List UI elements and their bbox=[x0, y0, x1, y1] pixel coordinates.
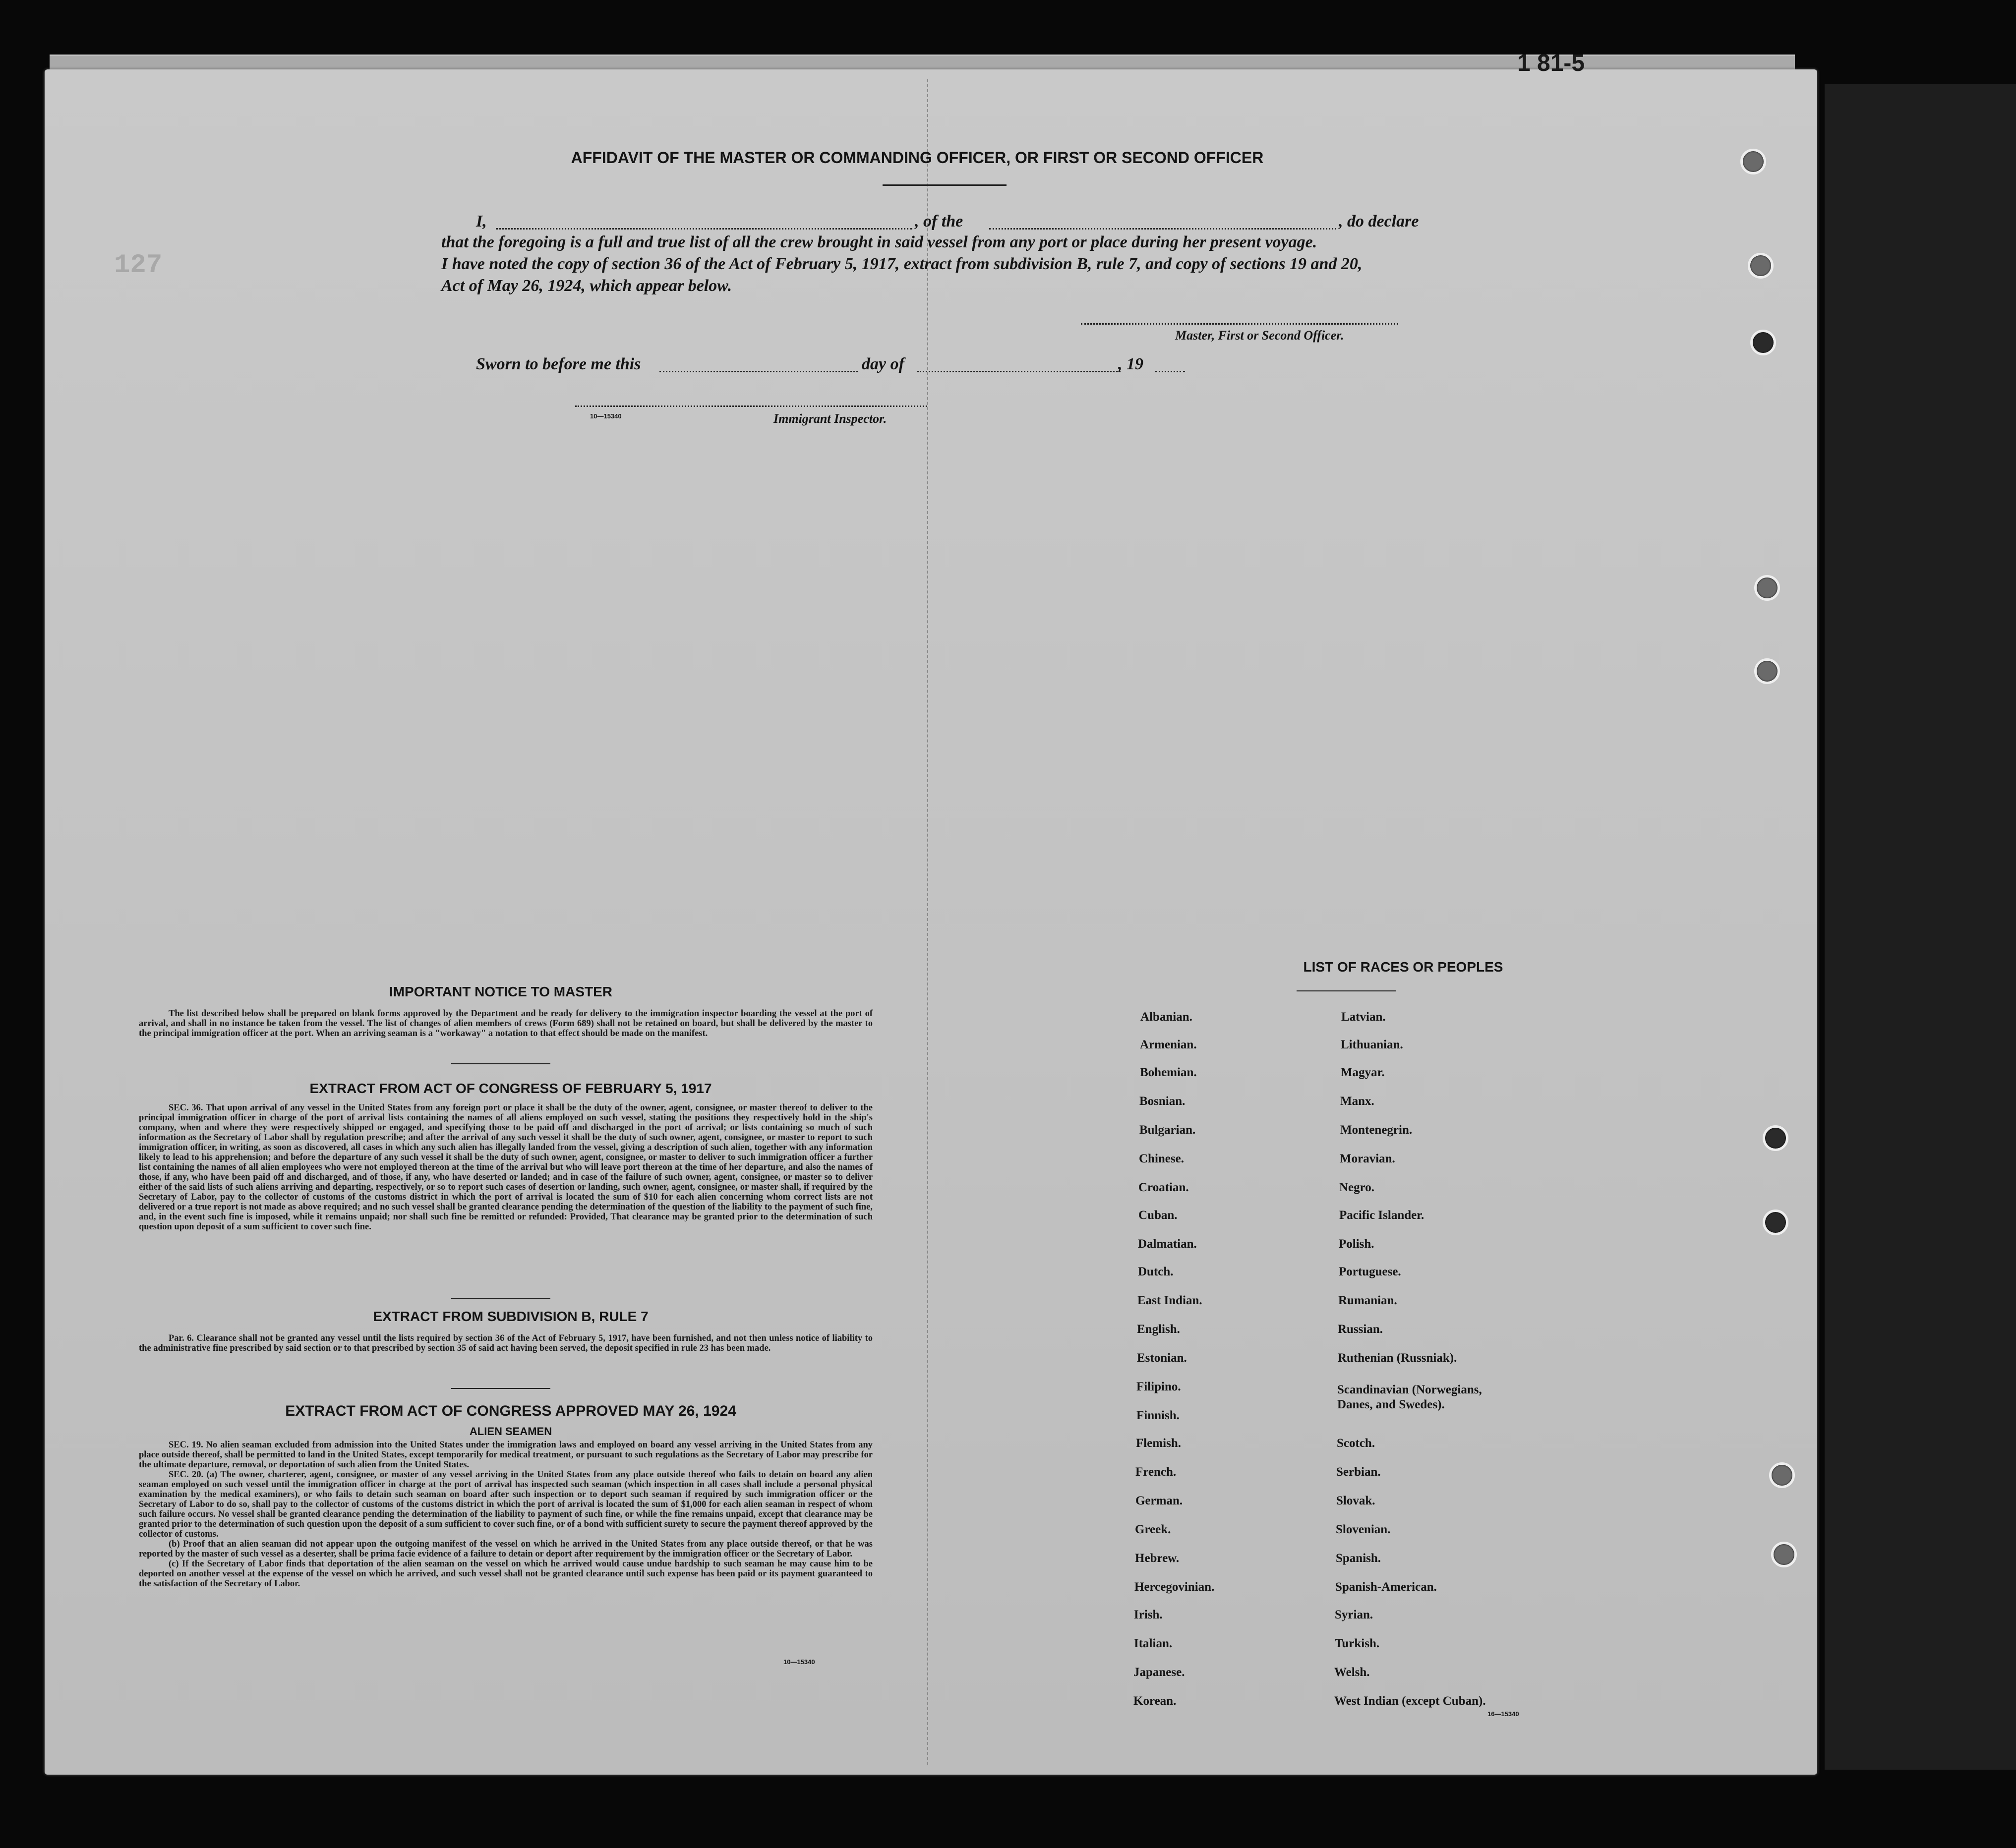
race-item: Russian. bbox=[1338, 1323, 1383, 1336]
page-number: 127 bbox=[114, 250, 163, 281]
races-title-underline bbox=[1297, 990, 1396, 991]
sec-20c-text: (c) If the Secretary of Labor finds that deportation of the alien seaman on the vessel on which he arrived would cause undue hardship to such seaman he may cause him to be deported on another vessel at the expense of the vessel on which he arrived, and such vessel shall not be granted clearance until such expense has been paid or its payment guaranteed to the satisfaction of the Secretary of Labor. bbox=[139, 1559, 873, 1589]
race-item: Ruthenian (Russniak). bbox=[1338, 1351, 1457, 1365]
race-item: East Indian. bbox=[1137, 1294, 1202, 1307]
race-item: Flemish. bbox=[1136, 1437, 1181, 1450]
vessel-blank-line bbox=[989, 228, 1336, 230]
race-item: Spanish. bbox=[1336, 1552, 1381, 1565]
race-item: Syrian. bbox=[1335, 1608, 1373, 1621]
name-blank-line bbox=[496, 228, 912, 230]
dark-background-panel bbox=[1825, 84, 2016, 1770]
binder-hole-icon bbox=[1754, 575, 1780, 601]
affidavit-line-4: Act of May 26, 1924, which appear below. bbox=[441, 277, 732, 295]
race-item: Bulgarian. bbox=[1139, 1123, 1196, 1137]
notice-title: IMPORTANT NOTICE TO MASTER bbox=[389, 984, 613, 999]
alien-seamen-subtitle: ALIEN SEAMEN bbox=[469, 1425, 552, 1438]
notice-text: The list described below shall be prepared on blank forms approved by the Department and be ready for delivery to the immigration inspector boarding the vessel at the port of arrival, and shall in no instance be taken from the vessel. The list of changes of alien members of crews (Form 689) shall not be retained on board, but shall be delivered by the master to the principal immigration officer at the port. When an arriving seaman is a "workaway" a notation to that effect should be made on the manifest. bbox=[139, 1009, 873, 1039]
sworn-day-of: day of bbox=[862, 355, 904, 373]
race-item: Japanese. bbox=[1133, 1666, 1185, 1679]
binder-hole-icon bbox=[1754, 658, 1780, 684]
extract-form-code: 10—15340 bbox=[783, 1658, 815, 1666]
race-item: Armenian. bbox=[1140, 1038, 1197, 1051]
section-divider bbox=[451, 1298, 550, 1299]
race-item: Turkish. bbox=[1335, 1637, 1380, 1650]
affidavit-line-3: I have noted the copy of section 36 of the Act of February 5, 1917, extract from subdivision B, rule 7, and copy of sections 19 and 20, bbox=[441, 255, 1363, 273]
sec-20b-text: (b) Proof that an alien seaman did not appear upon the outgoing manifest of the vessel on which he arrived in the United States from any place outside thereof, or that he was reported by the master of such vessel as a deserter, shall be prima facie evidence of a failure to detain or deport after requirement by the immigration officer or the Secretary of Labor. bbox=[139, 1539, 873, 1559]
race-item: Lithuanian. bbox=[1341, 1038, 1403, 1051]
race-item: Scandinavian (Norwegians, bbox=[1337, 1383, 1482, 1396]
race-item: Negro. bbox=[1339, 1181, 1375, 1194]
section-divider bbox=[451, 1388, 550, 1389]
sworn-prefix: Sworn to before me this bbox=[476, 355, 641, 373]
extract-1924-title: EXTRACT FROM ACT OF CONGRESS APPROVED MAY 26, 1924 bbox=[285, 1403, 736, 1419]
title-underline bbox=[883, 184, 1007, 186]
affidavit-i: I, bbox=[476, 212, 487, 231]
extract-1917-text: SEC. 36. That upon arrival of any vessel in the United States from any foreign port or place it shall be the duty of the owner, agent, consignee, or master thereof to deliver to the principal immigration officer in charge of the port of arrival lists containing the names of all aliens employed on such vessel, stating the positions they respectively hold in the ship's company, when and where they were respectively shipped or engaged, and specifying those to be paid off and discharged in the port of arrival; or lists containing so much of such information as the Secretary of Labor shall by regulation prescribe; and after the arrival of any such vessel it shall be the duty of such owner, agent, consignee, or master to report to such immigration officer, in writing, as soon as discovered, all cases in which any such alien has illegally landed from the vessel, giving a description of such alien, together with any information likely to lead to his apprehension; and before the departure of any such vessel it shall be the duty of such owner, agent, consignee, or master to deliver to such immigration officer a further list containing the names of all alien employees who were not employed thereon at the time of the arrival but who will leave port thereon at the time of her departure, and also the names of those, if any, who have been paid off and discharged, and of those, if any, who have deserted or landed; and in case of the failure of such owner, agent, consignee, or master so to deliver either of the said lists of such aliens arriving and departing, respectively, or so to report such cases of desertion or landing, such owner, agent, consignee, or master shall, if required by the Secretary of Labor, pay to the collector of customs of the customs district in which the port of arrival is located the sum of $10 for each alien concerning whom correct lists are not delivered or a true report is not made as above required; and no such vessel shall be granted clearance pending the determination of the question of the liability to the payment of such fine, and, in the event such fine is imposed, while it remains unpaid; nor shall such fine be remitted or refunded: Provided, That clearance may be granted prior to the determination of such question upon deposit of a sum sufficient to cover such fine. bbox=[139, 1103, 873, 1232]
extract-1917-body bbox=[139, 1103, 873, 1232]
race-item: Danes, and Swedes). bbox=[1337, 1398, 1445, 1411]
race-item: Moravian. bbox=[1340, 1152, 1395, 1165]
race-item: Rumanian. bbox=[1338, 1294, 1397, 1307]
race-item: Pacific Islander. bbox=[1339, 1209, 1424, 1222]
page-fold-line bbox=[927, 79, 928, 1765]
sec-19-text: SEC. 19. No alien seaman excluded from admission into the United States under the immigration laws and employed on board any vessel arriving in the United States from any place outside thereof, shall be permitted to land in the United States, except temporarily for medical treatment, or pursuant to such regulations as the Secretary of Labor may prescribe for the ultimate departure, removal, or deportation of such alien from the United States. bbox=[139, 1440, 873, 1470]
race-item: Slovak. bbox=[1336, 1494, 1375, 1507]
race-item: Serbian. bbox=[1336, 1465, 1381, 1479]
race-item: Slovenian. bbox=[1336, 1523, 1391, 1536]
race-item: Bosnian. bbox=[1139, 1095, 1186, 1108]
binder-hole-icon bbox=[1769, 1462, 1795, 1488]
races-title: LIST OF RACES OR PEOPLES bbox=[1303, 959, 1503, 975]
extract-1924-body bbox=[139, 1440, 873, 1589]
sworn-year: , 19 bbox=[1118, 355, 1143, 373]
sec-20a-text: SEC. 20. (a) The owner, charterer, agent, consignee, or master of any vessel arriving in the United States from any place outside thereof who fails to detain on board any alien seaman employed on such vessel until the immigration officer in charge at the port of arrival has inspected such seaman (which inspection in all cases shall include a personal physical examination by the medical examiners), or who fails to detain such seaman on board after such inspection or to deport such seaman if required by such immigration officer or the Secretary of Labor to do so, shall pay to the collector of customs of the customs district in which the port of arrival is located the sum of $1,000 for each alien seaman in respect of whom such failure occurs. No vessel shall be granted clearance pending the determination of the liability to payment of such fine, or while the fine remains unpaid, except that clearance may be granted prior to the determination of such question upon the deposit of a sum sufficient to cover such fine, or of a bond with sufficient surety to secure the payment thereof approved by the collector of customs. bbox=[139, 1470, 873, 1539]
race-item: Irish. bbox=[1134, 1608, 1163, 1621]
race-item: Chinese. bbox=[1139, 1152, 1184, 1165]
affidavit-line-2: that the foregoing is a full and true list of all the crew brought in said vessel from any port or place during her present voyage. bbox=[441, 233, 1317, 251]
race-item: Greek. bbox=[1135, 1523, 1171, 1536]
race-item: Polish. bbox=[1339, 1237, 1374, 1251]
race-item: Albanian. bbox=[1140, 1010, 1192, 1024]
binder-hole-icon bbox=[1750, 330, 1776, 355]
race-item: Welsh. bbox=[1334, 1666, 1370, 1679]
signature-caption: Master, First or Second Officer. bbox=[1175, 328, 1344, 343]
race-item: Portuguese. bbox=[1339, 1265, 1401, 1278]
rule7-body bbox=[139, 1333, 873, 1353]
rule7-text: Par. 6. Clearance shall not be granted any vessel until the lists required by section 36 of the Act of February 5, 1917, have been furnished, and not then unless notice of liability to the administrative fine prescribed by said section or to that prescribed by section 35 of said act having been served, the deposit specified in rule 23 has been made. bbox=[139, 1333, 873, 1353]
sworn-day-line bbox=[659, 371, 858, 372]
binder-hole-icon bbox=[1771, 1542, 1797, 1567]
race-item: Estonian. bbox=[1137, 1351, 1187, 1365]
race-item: Latvian. bbox=[1341, 1010, 1386, 1024]
race-item: West Indian (except Cuban). bbox=[1334, 1694, 1486, 1708]
sworn-month-line bbox=[917, 371, 1121, 372]
race-item: Scotch. bbox=[1337, 1437, 1375, 1450]
rule7-title: EXTRACT FROM SUBDIVISION B, RULE 7 bbox=[373, 1309, 649, 1324]
races-form-code: 16—15340 bbox=[1487, 1710, 1519, 1718]
race-item: Cuban. bbox=[1138, 1209, 1178, 1222]
binder-hole-icon bbox=[1748, 253, 1774, 279]
race-item: Filipino. bbox=[1136, 1380, 1181, 1393]
affidavit-declare: , do declare bbox=[1339, 212, 1419, 231]
race-item: Finnish. bbox=[1136, 1409, 1180, 1422]
race-item: German. bbox=[1135, 1494, 1183, 1507]
race-item: Bohemian. bbox=[1140, 1066, 1197, 1079]
race-item: English. bbox=[1137, 1323, 1180, 1336]
sworn-year-line bbox=[1155, 371, 1185, 372]
race-item: Hebrew. bbox=[1135, 1552, 1180, 1565]
extract-1917-title: EXTRACT FROM ACT OF CONGRESS OF FEBRUARY 5, 1917 bbox=[309, 1081, 712, 1096]
race-item: Dalmatian. bbox=[1138, 1237, 1197, 1251]
affidavit-title: AFFIDAVIT OF THE MASTER OR COMMANDING OFFICER, OR FIRST OR SECOND OFFICER bbox=[571, 149, 1264, 167]
race-item: Korean. bbox=[1133, 1694, 1177, 1708]
race-item: Croatian. bbox=[1138, 1181, 1189, 1194]
race-item: Dutch. bbox=[1138, 1265, 1174, 1278]
affidavit-of-the: , of the bbox=[915, 212, 963, 231]
affidavit-form-code: 10—15340 bbox=[590, 412, 622, 420]
section-divider bbox=[451, 1063, 550, 1064]
notice-body bbox=[139, 1009, 873, 1039]
binder-hole-icon bbox=[1763, 1125, 1788, 1151]
race-item: Spanish-American. bbox=[1335, 1580, 1437, 1594]
inspector-caption: Immigrant Inspector. bbox=[773, 411, 887, 426]
race-item: Hercegovinian. bbox=[1134, 1580, 1215, 1594]
binder-hole-icon bbox=[1740, 149, 1766, 174]
race-item: French. bbox=[1135, 1465, 1177, 1479]
handwritten-number: 1 81-5 bbox=[1517, 50, 1585, 76]
race-item: Magyar. bbox=[1341, 1066, 1385, 1079]
race-item: Manx. bbox=[1340, 1095, 1374, 1108]
race-item: Italian. bbox=[1134, 1637, 1173, 1650]
binder-hole-icon bbox=[1763, 1210, 1788, 1235]
race-item: Montenegrin. bbox=[1340, 1123, 1413, 1137]
